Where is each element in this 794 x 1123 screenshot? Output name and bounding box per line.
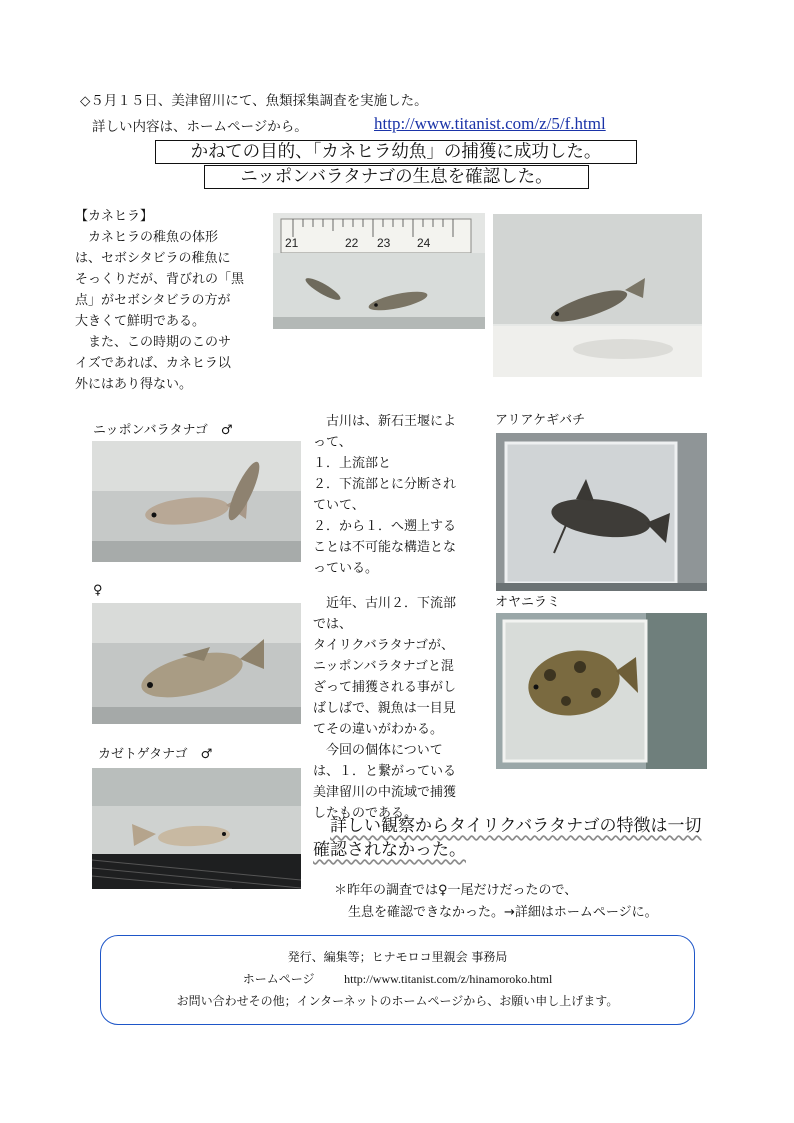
footer-publisher: 発行、編集等；ヒナモロコ里親会 事務局 [287,950,508,964]
middle-line: 美津留川の中流域で捕獲 [313,785,457,800]
oyanirami-photo [496,613,707,769]
middle-line: ことは不可能な構造とな [313,540,457,555]
middle-paragraph-2 [313,593,488,824]
kanehira-line: カネヒラの稚魚の体形 [88,230,219,245]
detail-prefix: 詳しい内容は、ホームページから。 [92,119,308,135]
middle-line: てその違いがわかる。 [313,722,444,737]
caption-nippon-male: ニッポンバラタナゴ ♂ [93,423,233,438]
kanehira-line: は、セボシタビラの稚魚に [75,251,231,266]
conclusion-line-1: 詳しい観察からタイリクバラタナゴの特徴は一切 [330,816,702,836]
caption-kazetoge: カゼトゲタナゴ ♂ [98,747,213,762]
detail-link[interactable]: http://www.titanist.com/z/5/f.html [374,114,606,133]
middle-line: ２．下流部とに分断され [313,477,457,492]
middle-line: ニッポンバラタナゴと混 [313,659,454,674]
conclusion-line-2: 確認されなかった。 [313,840,466,860]
footer-hp-url[interactable]: http://www.titanist.com/z/hinamoroko.html [344,972,553,986]
kanehira-line: イズであれば、カネヒラ以 [75,356,231,371]
headline-1: かねての目的、「カネヒラ幼魚」の捕獲に成功した。 [155,140,637,164]
middle-paragraph-1 [313,411,488,579]
ruler-tick: 21 [285,236,299,250]
middle-line: って、 [313,435,352,450]
kazetoge-photo [92,768,301,889]
caption-oyanirami: オヤニラミ [495,595,561,610]
kanehira-line: 点」がセボシタビラの方が [75,293,231,308]
middle-line: タイリクバラタナゴが、 [313,638,455,653]
middle-line: したものである。 [313,806,418,821]
kanehira-line: また、この時期のこのサ [88,335,232,350]
caption-female: ♀ [93,583,103,598]
kanehira-photo [493,214,702,377]
nippon-female-photo [92,603,301,724]
kanehira-heading: 【カネヒラ】 [75,209,154,224]
kanehira-line: 大きくて鮮明である。 [75,314,206,329]
ruler-tick: 22 [345,236,359,250]
middle-line: ばしばで、親魚は一目見 [313,701,456,716]
note-line-1: ＊昨年の調査では♀一尾だけだったので、 [334,883,578,898]
middle-line: っている。 [313,561,379,576]
middle-line: は、１．と繋がっている [313,764,457,779]
ruler-tick: 24 [417,236,431,250]
survey-line: ◇５月１５日、美津留川にて、魚類採集調査を実施した。 [80,93,428,109]
caption-ariake: アリアケギバチ [495,413,586,428]
kanehira-section [75,206,270,395]
ariake-photo [496,433,707,591]
nippon-male-photo [92,441,301,562]
middle-line: 古川は、新石王堰によ [326,414,457,429]
middle-line: ２．から１．へ遡上する [313,519,457,534]
kanehira-ruler-photo [273,213,485,329]
middle-line: 近年、古川２．下流部 [326,596,457,611]
kanehira-line: そっくりだが、背びれの「黒 [75,272,245,287]
footer-homepage-row [101,968,694,990]
kanehira-line: 外にはあり得ない。 [75,377,193,392]
footer-box [100,935,695,1025]
footer-hp-label: ホームページ [242,972,315,986]
ruler-tick: 23 [377,236,391,250]
middle-line: 今回の個体について [326,743,443,758]
footer-contact: お問い合わせその他；インターネットのホームページから、お願い申し上げます。 [176,994,619,1008]
middle-line: １．上流部と [313,456,392,471]
headline-2: ニッポンバラタナゴの生息を確認した。 [204,165,589,189]
middle-line: では、 [313,617,353,632]
note-line-2: 生息を確認できなかった。→詳細はホームページに。 [348,905,658,920]
middle-line: ていて、 [313,498,365,513]
middle-line: ざって捕獲される事がし [313,680,457,695]
